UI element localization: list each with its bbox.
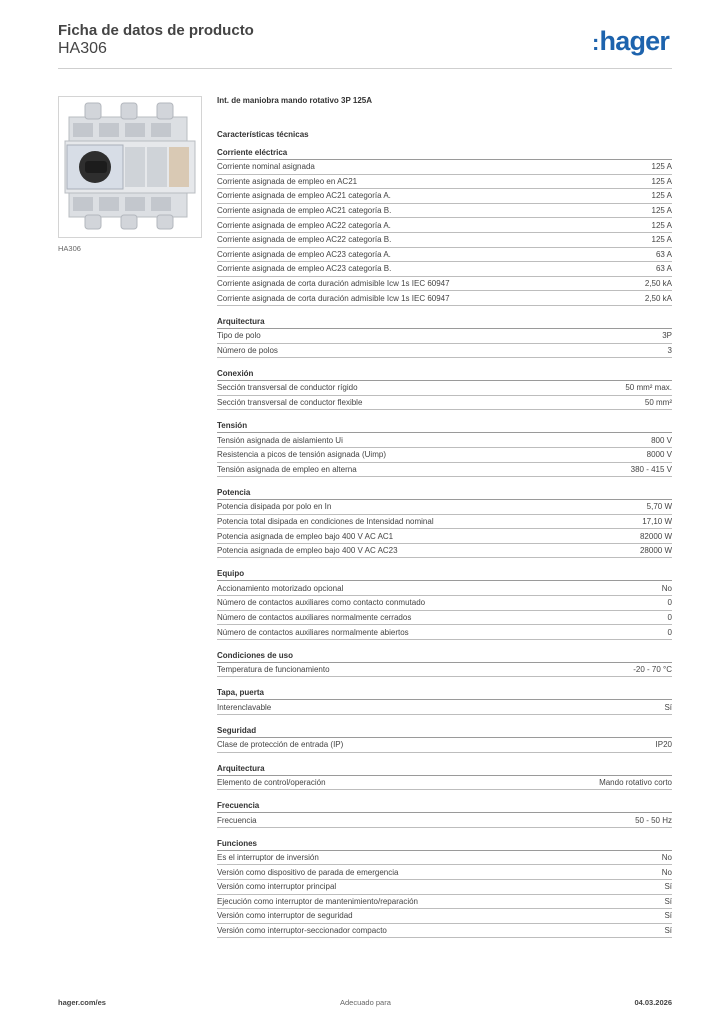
spec-label: Corriente nominal asignada: [217, 162, 315, 172]
spec-value: 3: [667, 345, 672, 355]
spec-label: Tensión asignada de aislamiento Ui: [217, 435, 343, 445]
image-caption: HA306: [58, 244, 81, 253]
section-title: Seguridad: [217, 724, 672, 738]
spec-row: [217, 865, 672, 880]
spec-row: [217, 500, 672, 515]
spec-row: [217, 700, 672, 715]
spec-section: [217, 799, 672, 828]
spec-value: 0: [667, 598, 672, 608]
footer-website: hager.com/es: [58, 998, 106, 1007]
spec-label: Ejecución como interruptor de mantenimiento/reparación: [217, 896, 418, 906]
spec-label: Potencia asignada de empleo bajo 400 V AC AC1: [217, 531, 394, 541]
section-title: Potencia: [217, 486, 672, 500]
spec-label: Temperatura de funcionamiento: [217, 665, 330, 675]
spec-row: [217, 291, 672, 306]
spec-label: Corriente asignada de empleo AC23 categoría B.: [217, 264, 392, 274]
spec-label: Elemento de control/operación: [217, 777, 326, 787]
section-title: Frecuencia: [217, 799, 672, 813]
spec-label: Versión como dispositivo de parada de emergencia: [217, 867, 399, 877]
spec-row: [217, 329, 672, 344]
spec-row: [217, 463, 672, 478]
spec-row: [217, 625, 672, 640]
spec-row: [217, 433, 672, 448]
product-description: Int. de maniobra mando rotativo 3P 125A: [217, 96, 372, 105]
spec-section: [217, 567, 672, 639]
spec-row: [217, 581, 672, 596]
spec-value: 5,70 W: [646, 502, 672, 512]
spec-row: [217, 277, 672, 292]
spec-value: 125 A: [651, 176, 672, 186]
spec-label: Versión como interruptor principal: [217, 882, 337, 892]
spec-section: [217, 724, 672, 753]
spec-value: Sí: [664, 882, 672, 892]
tech-characteristics-title: Características técnicas: [217, 130, 309, 139]
spec-content: [217, 94, 672, 938]
page-header: [58, 22, 254, 58]
section-title: Funciones: [217, 837, 672, 851]
spec-label: Corriente asignada de corta duración admisible Icw 1s IEC 60947: [217, 293, 450, 303]
spec-value: 50 mm²: [644, 398, 672, 408]
spec-row: [217, 160, 672, 175]
spec-row: [217, 233, 672, 248]
spec-value: 125 A: [651, 162, 672, 172]
spec-row: [217, 909, 672, 924]
section-title: Equipo: [217, 567, 672, 581]
spec-value: 125 A: [651, 191, 672, 201]
product-image: [58, 96, 202, 238]
spec-label: Potencia asignada de empleo bajo 400 V AC AC23: [217, 546, 398, 556]
spec-label: Corriente asignada de empleo AC22 categoría B.: [217, 235, 392, 245]
hager-logo: [592, 26, 669, 58]
spec-row: [217, 218, 672, 233]
spec-label: Sección transversal de conductor rígido: [217, 383, 358, 393]
spec-value: 50 - 50 Hz: [635, 815, 672, 825]
spec-row: [217, 175, 672, 190]
footer-suitable-for: Adecuado para: [340, 998, 391, 1007]
spec-row: [217, 544, 672, 559]
spec-label: Número de contactos auxiliares como contacto conmutado: [217, 598, 426, 608]
spec-value: No: [661, 853, 672, 863]
spec-label: Tipo de polo: [217, 331, 261, 341]
spec-value: 125 A: [651, 206, 672, 216]
section-title: Tapa, puerta: [217, 686, 672, 700]
spec-section: [217, 686, 672, 715]
spec-row: [217, 738, 672, 753]
spec-row: [217, 895, 672, 910]
spec-label: Corriente asignada de empleo AC21 categoría B.: [217, 206, 392, 216]
spec-row: [217, 776, 672, 791]
spec-label: Corriente asignada de corta duración admisible Icw 1s IEC 60947: [217, 279, 450, 289]
header-divider: [58, 68, 672, 69]
spec-value: -20 - 70 °C: [633, 665, 672, 675]
spec-row: [217, 515, 672, 530]
page-title: Ficha de datos de producto: [58, 22, 254, 39]
spec-value: Sí: [664, 896, 672, 906]
spec-row: [217, 448, 672, 463]
spec-section: [217, 837, 672, 939]
section-title: Arquitectura: [217, 762, 672, 776]
spec-value: 63 A: [655, 264, 672, 274]
spec-label: Corriente asignada de empleo AC21 categoría A.: [217, 191, 391, 201]
spec-value: Sí: [664, 926, 672, 936]
spec-row: [217, 813, 672, 828]
logo-colon-mark: :: [592, 30, 599, 55]
spec-label: Versión como interruptor-seccionador compacto: [217, 926, 387, 936]
spec-section: [217, 315, 672, 358]
spec-value: 125 A: [651, 220, 672, 230]
spec-value: 17,10 W: [642, 516, 672, 526]
spec-value: Sí: [664, 911, 672, 921]
spec-row: [217, 924, 672, 939]
section-title: Conexión: [217, 367, 672, 381]
spec-value: 2,50 kA: [644, 279, 672, 289]
spec-label: Número de contactos auxiliares normalmente cerrados: [217, 612, 412, 622]
spec-row: [217, 189, 672, 204]
product-code: HA306: [58, 40, 107, 57]
spec-label: Corriente asignada de empleo AC22 categoría A.: [217, 220, 391, 230]
spec-label: Accionamiento motorizado opcional: [217, 583, 344, 593]
spec-label: Potencia total disipada en condiciones de Intensidad nominal: [217, 516, 434, 526]
spec-label: Corriente asignada de empleo en AC21: [217, 176, 358, 186]
spec-section: [217, 762, 672, 791]
spec-value: 2,50 kA: [644, 293, 672, 303]
spec-row: [217, 344, 672, 359]
spec-value: 28000 W: [639, 546, 672, 556]
spec-row: [217, 204, 672, 219]
spec-label: Es el interruptor de inversión: [217, 853, 319, 863]
spec-label: Resistencia a picos de tensión asignada (Uimp): [217, 450, 386, 460]
spec-row: [217, 880, 672, 895]
section-title: Corriente eléctrica: [217, 146, 672, 160]
spec-value: No: [661, 583, 672, 593]
spec-label: Tensión asignada de empleo en alterna: [217, 464, 357, 474]
spec-value: 380 - 415 V: [630, 464, 672, 474]
spec-value: Mando rotativo corto: [599, 777, 672, 787]
spec-value: 50 mm² max.: [625, 383, 672, 393]
spec-row: [217, 262, 672, 277]
logo-text: hager: [599, 26, 670, 56]
switch-illustration: [59, 97, 201, 237]
spec-section: [217, 486, 672, 558]
spec-label: Número de contactos auxiliares normalmente abiertos: [217, 627, 409, 637]
spec-row: [217, 851, 672, 866]
spec-value: Sí: [664, 702, 672, 712]
spec-section: [217, 367, 672, 410]
spec-section: [217, 419, 672, 477]
spec-label: Interenclavable: [217, 702, 272, 712]
spec-row: [217, 663, 672, 678]
spec-row: [217, 396, 672, 411]
spec-label: Frecuencia: [217, 815, 257, 825]
spec-value: 125 A: [651, 235, 672, 245]
spec-section: [217, 146, 672, 306]
spec-value: 0: [667, 612, 672, 622]
spec-label: Clase de protección de entrada (IP): [217, 740, 344, 750]
spec-value: No: [661, 867, 672, 877]
spec-label: Potencia disipada por polo en In: [217, 502, 332, 512]
section-title: Arquitectura: [217, 315, 672, 329]
spec-row: [217, 611, 672, 626]
spec-row: [217, 596, 672, 611]
spec-label: Versión como interruptor de seguridad: [217, 911, 353, 921]
spec-row: [217, 381, 672, 396]
spec-value: IP20: [655, 740, 672, 750]
spec-label: Corriente asignada de empleo AC23 categoría A.: [217, 249, 391, 259]
spec-row: [217, 529, 672, 544]
spec-label: Número de polos: [217, 345, 278, 355]
footer-date: 04.03.2026: [634, 998, 672, 1007]
spec-section: [217, 649, 672, 678]
spec-value: 3P: [662, 331, 672, 341]
spec-sections: [217, 146, 672, 938]
spec-value: 800 V: [651, 435, 672, 445]
spec-value: 8000 V: [646, 450, 672, 460]
spec-value: 82000 W: [639, 531, 672, 541]
spec-value: 63 A: [655, 249, 672, 259]
spec-label: Sección transversal de conductor flexible: [217, 398, 363, 408]
spec-value: 0: [667, 627, 672, 637]
section-title: Tensión: [217, 419, 672, 433]
spec-row: [217, 248, 672, 263]
section-title: Condiciones de uso: [217, 649, 672, 663]
